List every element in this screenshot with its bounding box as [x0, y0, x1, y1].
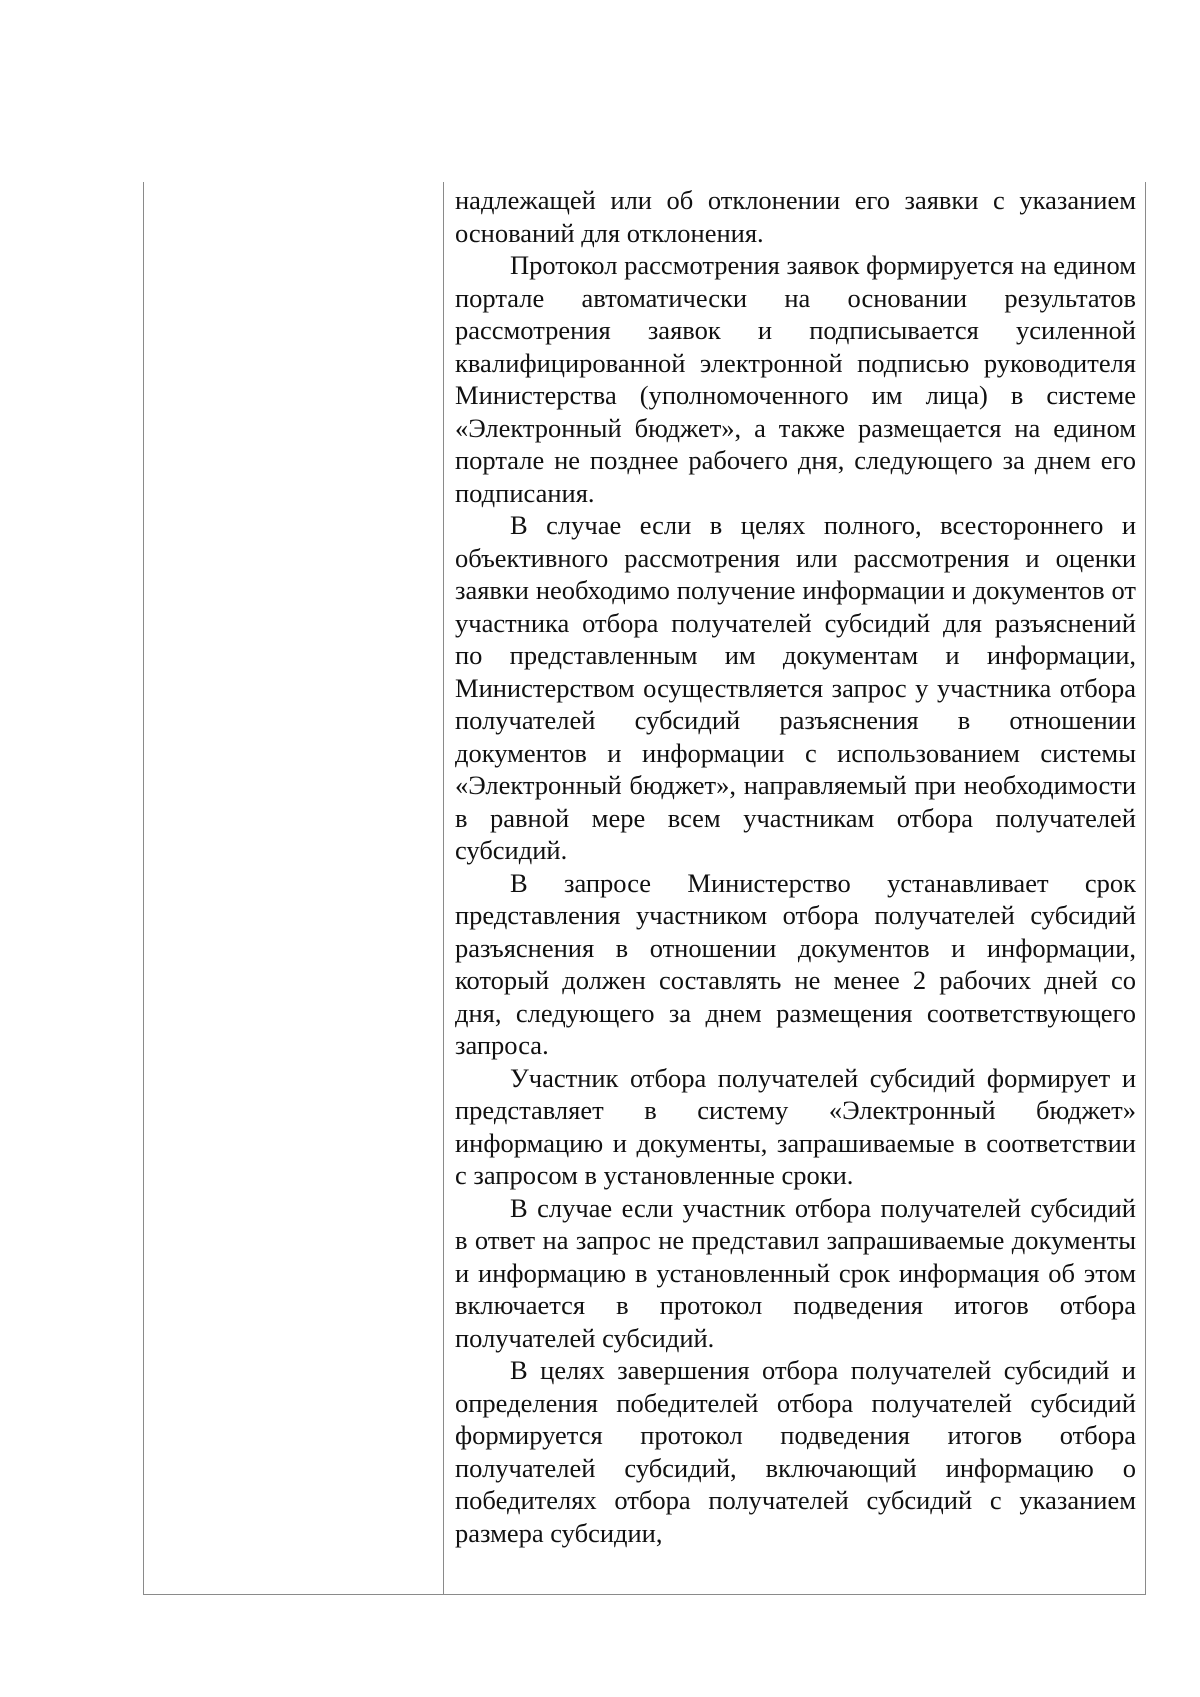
paragraph-continuation: надлежащей или об отклонении его заявки с указанием оснований для отклонения.	[455, 185, 1136, 248]
table-left-cell	[144, 182, 444, 1594]
paragraph-protocol-review: Протокол рассмотрения заявок формируется на едином портале автоматически на основании результатов рассмотрения заявок и подписывается усиленной квалифицированной электронной подписью руководителя Министерства (уполномоченного им лица) в системе «Электронный бюджет», а также размещается на едином портале не позднее рабочего дня, следующего за днем его подписания.	[455, 250, 1136, 508]
paragraph-participant-response: Участник отбора получателей субсидий формирует и представляет в систему «Электронный бюджет» информацию и документы, запрашиваемые в соответствии с запросом в установленные сроки.	[455, 1062, 1136, 1190]
table-right-cell	[444, 182, 1145, 1594]
paragraph-no-response: В случае если участник отбора получателей субсидий в ответ на запрос не представил запрашиваемые документы и информацию в установленный срок информация об этом включается в протокол подведения итогов отбора получателей субсидий.	[455, 1192, 1136, 1353]
paragraph-clarification-request: В случае если в целях полного, всестороннего и объективного рассмотрения или рассмотрения и оценки заявки необходимо получение информации и документов от участника отбора получателей субсидий для разъяснений по представленным им документам и информации, Министерством осуществляется запрос у участника отбора получателей субсидий разъяснения в отношении документов и информации с использованием системы «Электронный бюджет», направляемый при необходимости в равной мере всем участникам отбора получателей субсидий.	[455, 510, 1136, 865]
document-table	[143, 182, 1146, 1595]
paragraph-request-deadline: В запросе Министерство устанавливает срок представления участником отбора получателей субсидий разъяснения в отношении документов и информации, который должен составлять не менее 2 рабочих дней со дня, следующего за днем размещения соответствующего запроса.	[455, 867, 1136, 1060]
paragraph-final-protocol: В целях завершения отбора получателей субсидий и определения победителей отбора получателей субсидий формируется протокол подведения итогов отбора получателей субсидий, включающий информацию о победителях отбора получателей субсидий с указанием размера субсидии,	[455, 1355, 1136, 1548]
